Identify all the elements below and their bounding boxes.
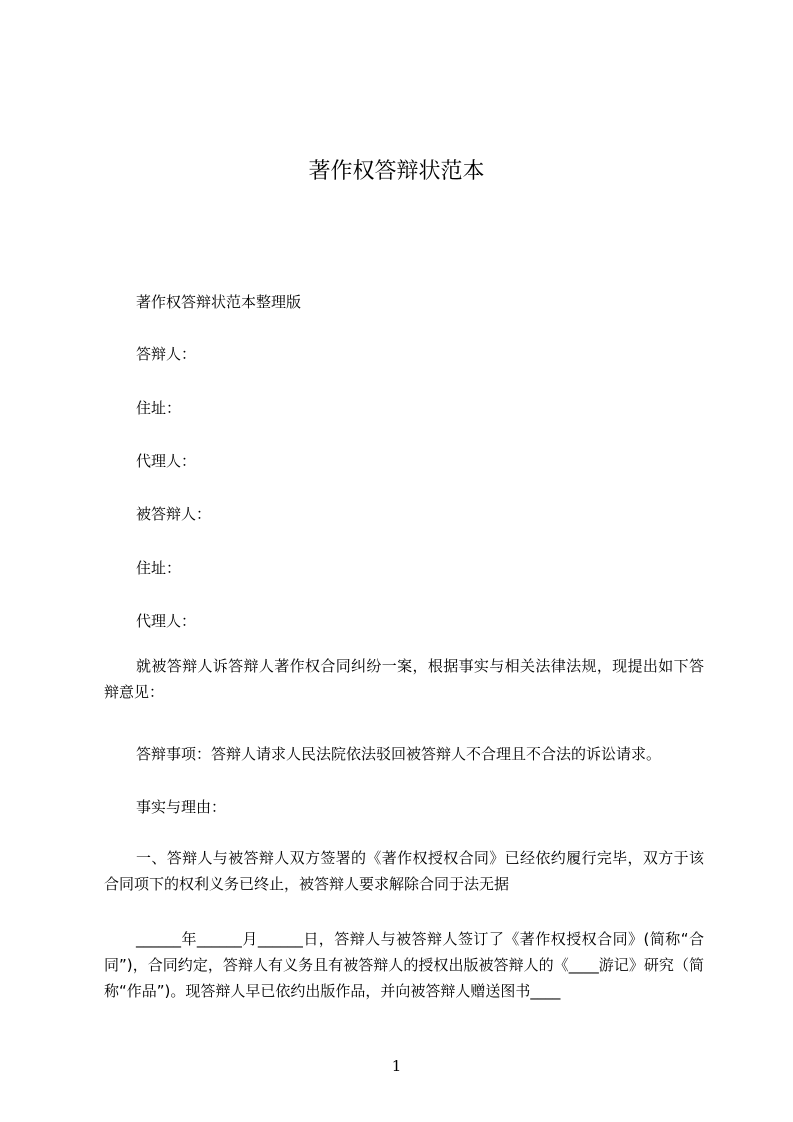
intro-paragraph: 就被答辩人诉答辩人著作权合同纠纷一案，根据事实与相关法律法规，现提出如下答辩意见： [104, 657, 704, 701]
defense-matters-paragraph: 答辩事项：答辩人请求人民法院依法驳回被答辩人不合理且不合法的诉讼请求。 [136, 745, 662, 763]
document-title: 著作权答辩状范本 [308, 158, 485, 184]
respondent-address-label: 住址： [136, 399, 182, 417]
subtitle-line: 著作权答辩状范本整理版 [136, 293, 302, 311]
respondent-agent-label: 代理人： [136, 452, 197, 470]
plaintiff-label: 被答辩人： [136, 505, 212, 523]
plaintiff-address-label: 住址： [136, 559, 182, 577]
contract-paragraph: ______年______月______日，答辩人与被答辩人签订了《著作权授权合同》(简称“合同”)，合同约定，答辩人有义务且有被答辩人的授权出版被答辩人的《____游记》研究（简称“作品”)。现答辩人早已依约出版作品，并向被答辩人赠送图书____ [104, 930, 704, 1000]
respondent-label: 答辩人： [136, 345, 197, 363]
plaintiff-agent-label: 代理人： [136, 612, 197, 630]
section-one-paragraph: 一、答辩人与被答辩人双方签署的《著作权授权合同》已经依约履行完毕，双方于该合同项下的权利义务已终止，被答辩人要求解除合同于法无据 [104, 849, 704, 893]
facts-heading: 事实与理由： [136, 798, 227, 816]
page-number: 1 [391, 1057, 402, 1075]
